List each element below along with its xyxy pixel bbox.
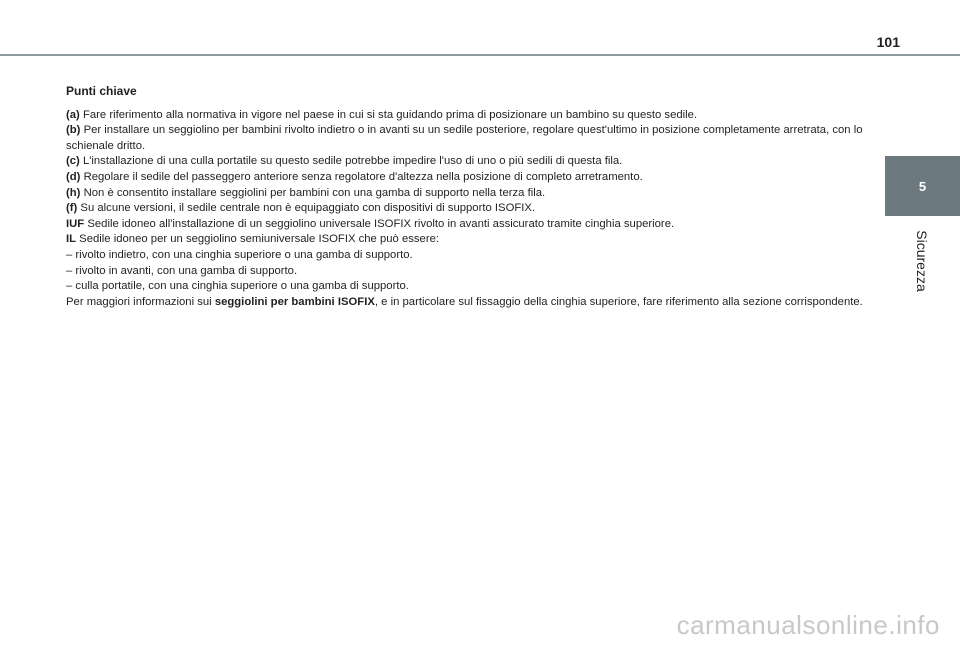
closing-before: Per maggiori informazioni sui <box>66 295 215 308</box>
item-text: Regolare il sedile del passeggero anteriore senza regolatore d'altezza nella posizione di completo arretramento. <box>80 170 643 183</box>
chapter-tab[interactable] <box>885 156 960 216</box>
item-key: IUF <box>66 217 85 230</box>
list-item <box>66 217 866 233</box>
dash-item: – culla portatile, con una cinghia superiore o una gamba di supporto. <box>66 280 409 293</box>
header-rule <box>0 54 960 56</box>
watermark: carmanualsonline.info <box>676 610 940 640</box>
item-key: IL <box>66 233 77 246</box>
list-item <box>66 170 866 186</box>
page-number: 101 <box>876 34 900 50</box>
item-text: Non è consentito installare seggiolini per bambini con una gamba di supporto nella terza fila. <box>80 186 546 199</box>
item-text: L'installazione di una culla portatile su questo sedile potrebbe impedire l'uso di uno o più sedili di questa fila. <box>79 155 623 168</box>
dash-item: – rivolto in avanti, con una gamba di supporto. <box>66 264 298 277</box>
isofix-link-text: seggiolini per bambini ISOFIX <box>214 295 375 308</box>
chapter-title: Sicurezza <box>914 230 930 292</box>
dash-item: – rivolto indietro, con una cinghia superiore o una gamba di supporto. <box>66 248 413 261</box>
item-key: (c) <box>66 155 80 168</box>
item-key: (b) <box>66 124 81 137</box>
item-key: (f) <box>66 202 78 215</box>
item-text: Per installare un seggiolino per bambini rivolto indietro o in avanti su un sedile posteriore, regolare quest'ultimo in posizione completamente arretrata, con lo schienale dritto. <box>66 124 863 152</box>
list-item <box>66 123 866 154</box>
list-item <box>66 154 866 170</box>
chapter-label-area <box>885 216 960 306</box>
item-text: Sedile idoneo per un seggiolino semiuniversale ISOFIX che può essere: <box>76 233 440 246</box>
closing-after: , e in particolare sul fissaggio della cinghia superiore, fare riferimento alla sezione corrispondente. <box>374 295 863 308</box>
item-key: (a) <box>66 108 80 121</box>
chapter-number: 5 <box>918 178 927 194</box>
list-item <box>66 201 866 217</box>
item-text: Su alcune versioni, il sedile centrale non è equipaggiato con dispositivi di supporto ISOFIX. <box>77 202 536 215</box>
item-text: Fare riferimento alla normativa in vigore nel paese in cui si sta guidando prima di posizionare un bambino su questo sedile. <box>79 108 698 121</box>
item-key: (d) <box>66 170 81 183</box>
list-item <box>66 232 866 248</box>
list-item <box>66 108 866 124</box>
page-content <box>66 84 866 310</box>
list-item <box>66 186 866 202</box>
closing-paragraph <box>66 295 866 311</box>
item-text: Sedile idoneo all'installazione di un seggiolino universale ISOFIX rivolto in avanti assicurato tramite cinghia superiore. <box>84 217 675 230</box>
section-title: Punti chiave <box>66 84 137 98</box>
item-key: (h) <box>66 186 81 199</box>
